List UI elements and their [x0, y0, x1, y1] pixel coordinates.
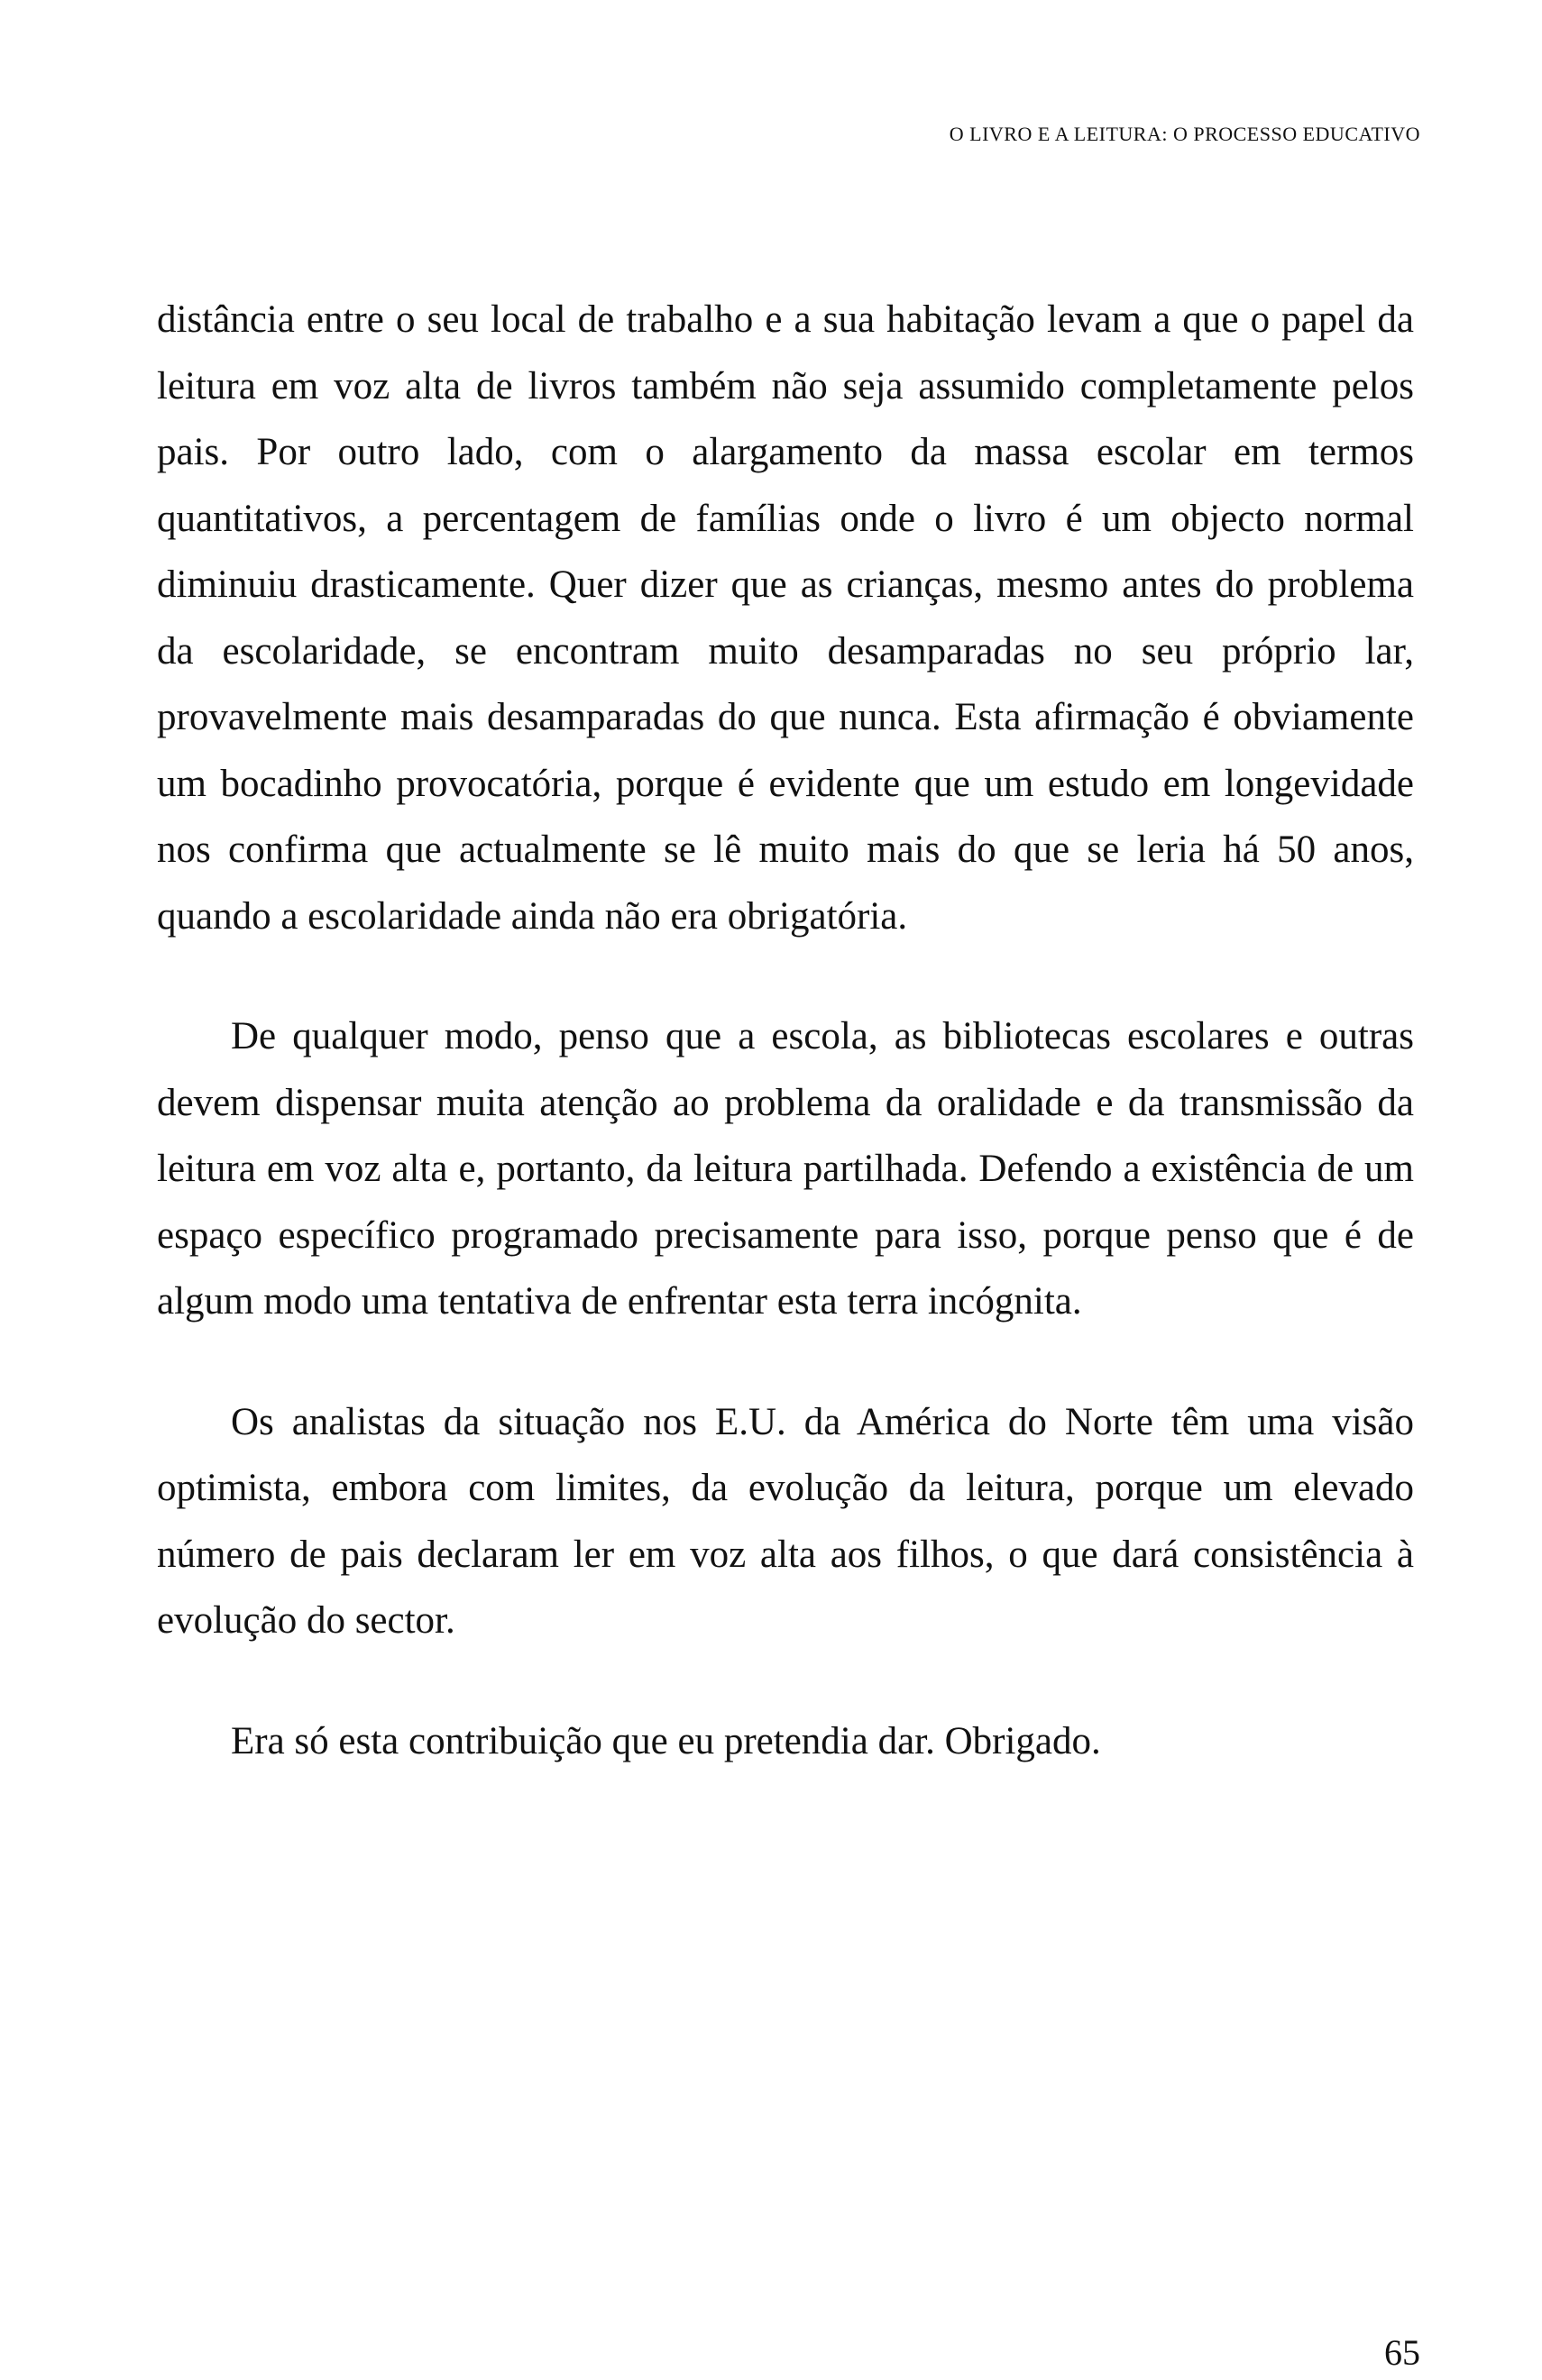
paragraph-1: distância entre o seu local de trabalho e a sua habitação levam a que o papel da leitura em voz alta de livros também não seja assumido completamente pelos pais. Por outro lado, com o alargamento da massa escolar em termos quantitativos, a percentagem de famílias onde o livro é um objecto normal diminuiu drasticamente. Quer dizer que as crianças, mesmo antes do problema da escolaridade, se encontram muito desamparadas no seu próprio lar, provavelmente mais desamparadas do que nunca. Esta afirmação é obviamente um bocadinho provocatória, porque é evidente que um estudo em longevidade nos confirma que actualmente se lê muito mais do que se leria há 50 anos, quando a escolaridade ainda não era obrigatória. [157, 298, 1414, 938]
body-text [157, 287, 1414, 1774]
running-header: O LIVRO E A LEITURA: O PROCESSO EDUCATIVO [949, 123, 1420, 145]
paragraph-3: Os analistas da situação nos E.U. da América do Norte têm uma visão optimista, embora com limites, da evolução da leitura, porque um elevado número de pais declaram ler em voz alta aos filhos, o que dará consistência à evolução do sector. [157, 1400, 1414, 1642]
paragraph-4: Era só esta contribuição que eu pretendia dar. Obrigado. [231, 1719, 1101, 1762]
paragraph-2: De qualquer modo, penso que a escola, as bibliotecas escolares e outras devem dispensar muita atenção ao problema da oralidade e da transmissão da leitura em voz alta e, portanto, da leitura partilhada. Defendo a existência de um espaço específico programado precisamente para isso, porque penso que é de algum modo uma tentativa de enfrentar esta terra incógnita. [157, 1015, 1414, 1323]
page-number: 65 [1384, 2332, 1420, 2373]
